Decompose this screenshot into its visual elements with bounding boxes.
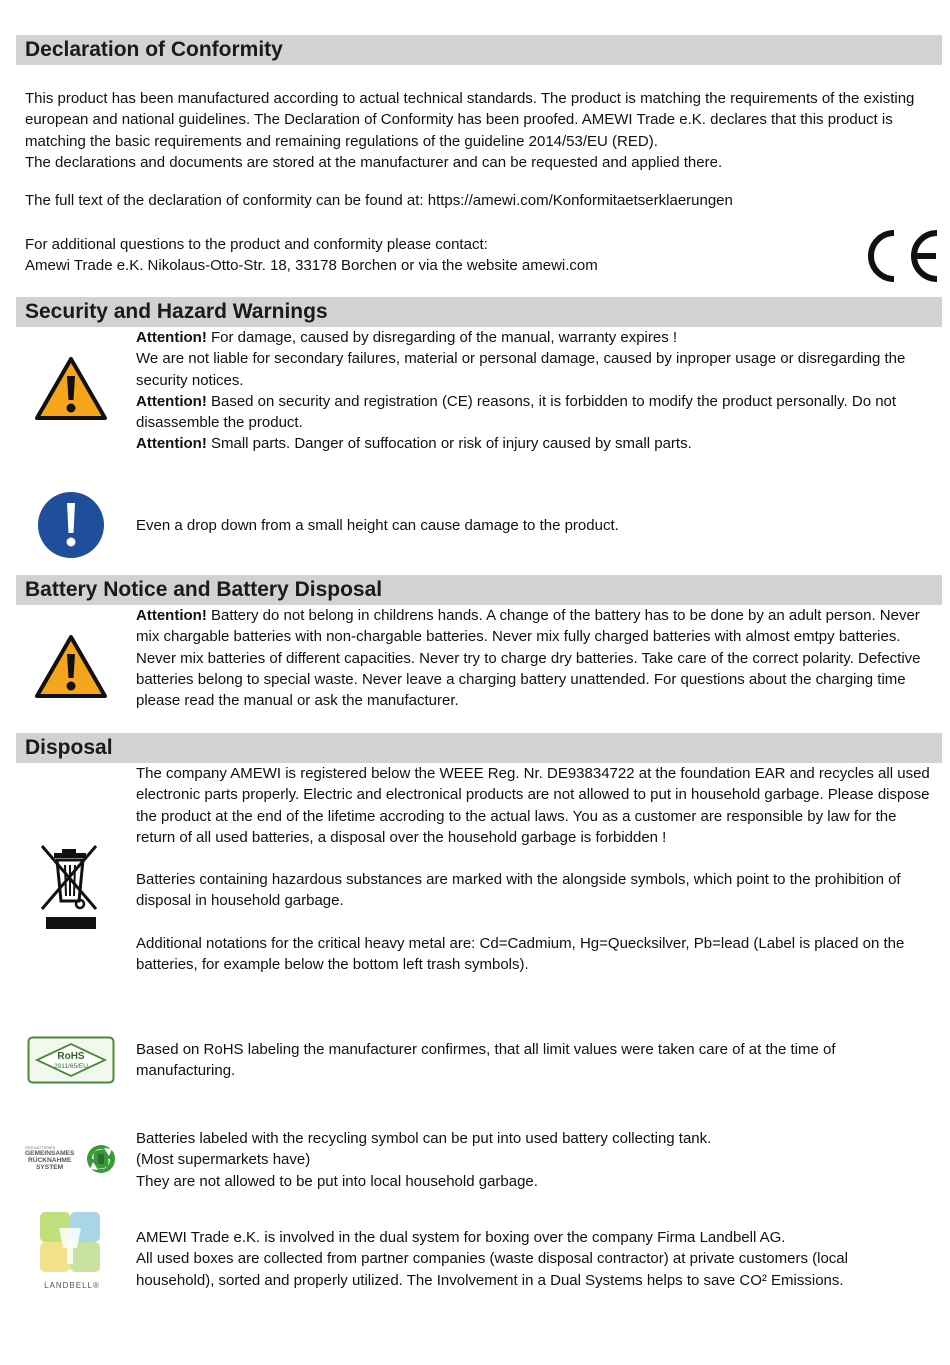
grs-line: Batteries labeled with the recycling symbol can be put into used battery collecting tank. (136, 1130, 712, 1147)
section-title: Battery Notice and Battery Disposal (25, 578, 383, 601)
grs-recycling-logo-icon (22, 1140, 118, 1180)
grs-logo-text: RÜCKNAHME (28, 1157, 72, 1164)
disposal-text (136, 763, 936, 975)
attention-label: Attention! (136, 607, 207, 624)
grs-line: (Most supermarkets have) (136, 1151, 311, 1169)
grs-line: They are not allowed to be put into local household garbage. (136, 1172, 538, 1190)
ce-mark-icon (864, 227, 942, 285)
landbell-line: All used boxes are collected from partner companies (waste disposal contractor) at private customers (local household), sorted and properly utilized. The Involvement in a Dual Systems helps to save CO² Emissions. (136, 1250, 848, 1289)
grs-logo-text: GEMEINSAMES (25, 1150, 75, 1157)
landbell-logo-text: LANDBELL® (44, 1281, 100, 1290)
hazard-paragraph: Batteries containing hazardous substances are marked with the alongside symbols, which point to the prohibition of disposal in household garbage. (136, 871, 901, 910)
grs-logo-text: SYSTEM (36, 1164, 64, 1171)
contact-address: Amewi Trade e.K. Nikolaus-Otto-Str. 18, 33178 Borchen or via the website amewi.com (25, 257, 598, 275)
attention-paragraph: Attention! For damage, caused by disregarding of the manual, warranty expires ! (136, 329, 678, 346)
rohs-logo-text: RoHS (57, 1051, 85, 1062)
rohs-logo-icon (27, 1036, 115, 1084)
section-title: Disposal (25, 736, 113, 759)
section-header-security (16, 297, 942, 327)
battery-paragraph: Attention! Battery do not belong in childrens hands. A change of the battery has to be done by an adult person. Never mix chargable batteries with non-chargable batteries. Never mix fully charged batteries with almost emtpy batteries. Never mix batteries of different capacities. Never try to charge dry batteries. Take care of the correct polarity. Defective batteries belong to special waste. Never leave a charging battery unattended. For questions about the charging time please read the manual or ask the manufacturer. (136, 607, 921, 710)
warning-triangle-icon (34, 356, 108, 421)
rohs-text: Based on RoHS labeling the manufacturer confirmes, that all limit values were taken care of at the time of manufacturing. (136, 1041, 836, 1080)
attention-paragraph: Attention! Based on security and registration (CE) reasons, it is forbidden to modify the product personally. Do not disassemble the product. (136, 392, 897, 432)
section-header-disposal (16, 733, 942, 763)
declaration-fulltext: The full text of the declaration of conformity can be found at: https://amewi.com/Konformitaetserklaerungen (25, 192, 733, 209)
section-header-battery (16, 575, 942, 605)
drop-warning-text: Even a drop down from a small height can cause damage to the product. (136, 517, 619, 534)
landbell-text (136, 1227, 926, 1291)
contact-line: For additional questions to the product and conformity please contact: (25, 236, 488, 253)
declaration-paragraph: The declarations and documents are stored at the manufacturer and can be requested and applied there. (25, 153, 723, 171)
rohs-logo-subtext: 2011/65/EU (54, 1063, 88, 1070)
mandatory-notice-icon (37, 491, 105, 559)
attention-label: Attention! (136, 329, 207, 346)
landbell-line: AMEWI Trade e.K. is involved in the dual system for boxing over the company Firma Landbell AG. (136, 1229, 786, 1246)
section-header-declaration (16, 35, 942, 65)
contact-text (25, 234, 825, 277)
declaration-text (25, 88, 940, 173)
heavy-metal-paragraph: Additional notations for the critical heavy metal are: Cd=Cadmium, Hg=Quecksilver, Pb=lead (Label is placed on the batteries, for example below the bottom left trash symbols). (136, 934, 905, 974)
landbell-logo-icon (37, 1210, 107, 1292)
crossed-bin-icon (38, 843, 102, 931)
grs-logo-small-text: GRS BATTERIEN (25, 1146, 56, 1150)
weee-paragraph: The company AMEWI is registered below the WEEE Reg. Nr. DE93834722 at the foundation EAR and recycles all used electronic parts properly. Electric and electronical products are not allowed to put in household garbage. Please dispose the product at the end of the lifetime accroding to the actual laws. You as a customer are responsible by law for the return of all used batteries, a disposal over the household garbage is forbidden ! (136, 765, 930, 846)
warning-triangle-icon (34, 634, 108, 699)
grs-text (136, 1128, 926, 1192)
security-text (136, 327, 936, 455)
attention-label: Attention! (136, 392, 207, 410)
section-title: Security and Hazard Warnings (25, 300, 328, 323)
declaration-paragraph: This product has been manufactured according to actual technical standards. The product is matching the requirements of the existing european and national guidelines. The Declaration of Conformity has been proofed. AMEWI Trade e.K. declares that this product is matching the basic requirements and remaining regulations of the guideline 2014/53/EU (RED). (25, 90, 915, 150)
attention-paragraph: Attention! Small parts. Danger of suffocation or risk of injury caused by small parts. (136, 435, 692, 453)
attention-label: Attention! (136, 435, 207, 453)
battery-text (136, 605, 941, 711)
liability-paragraph: We are not liable for secondary failures, material or personal damage, caused by inproper usage or disregarding the security notices. (136, 350, 906, 389)
section-title: Declaration of Conformity (25, 38, 283, 61)
